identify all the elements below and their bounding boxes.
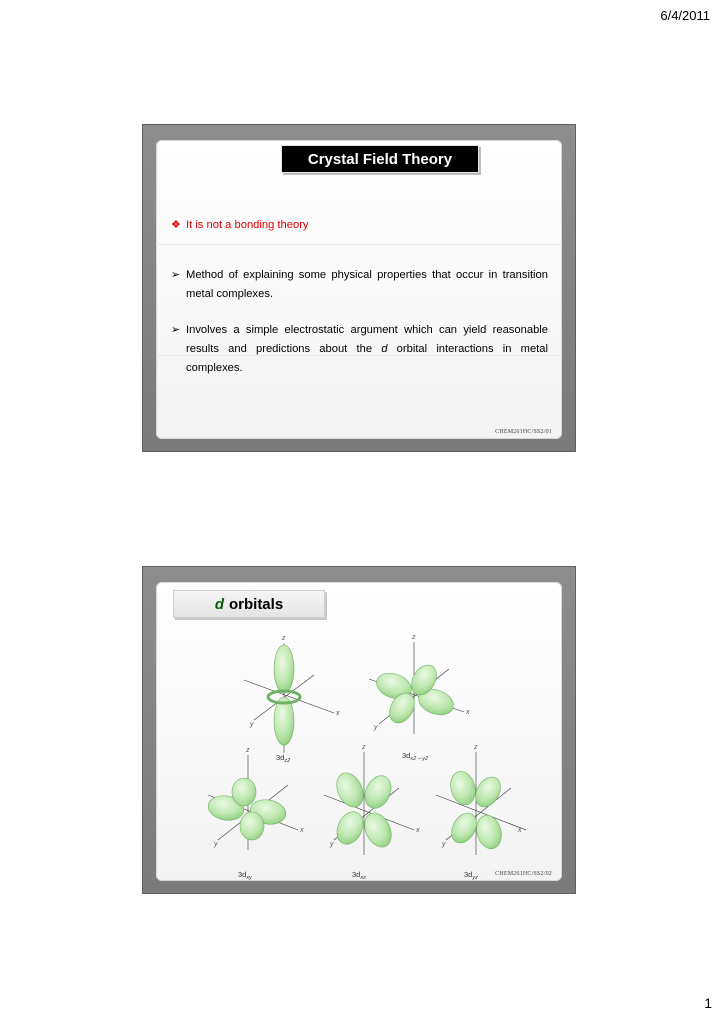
page-number: 1 (704, 995, 712, 1011)
slide-crystal-field-theory (142, 124, 576, 452)
axis-label-x: x (300, 827, 304, 834)
slide-footer-code: CHEM261HC/SS2/01 (495, 429, 552, 435)
slide-d-orbitals (142, 566, 576, 894)
d-orbitals-figure (206, 632, 526, 882)
arrow-bullet-icon: ➢ (171, 324, 181, 336)
arrow-bullet-icon: ➢ (171, 269, 181, 281)
orbital-label-dxz: $3d_{xz}$ (352, 870, 366, 881)
orbital-label-dz2: $3d_{z2}$ (276, 753, 291, 764)
slide-footer-code: CHEM261HC/SS2/02 (495, 871, 552, 877)
axis-label-y: y (214, 841, 218, 848)
axis-label-y: y (250, 721, 254, 728)
axis-label-x: x (336, 710, 340, 717)
slide-panel (156, 582, 562, 881)
bullet-text: Method of explaining some physical properties that occur in transition metal complexes. (186, 269, 548, 300)
diamond-bullet-icon: ❖ (171, 219, 182, 231)
red-bullet-text: It is not a bonding theory (186, 219, 309, 231)
red-bullet-item (171, 216, 548, 235)
axis-label-x: x (466, 709, 470, 716)
orbital-dyz (436, 744, 526, 855)
orbital-dx2-y2 (369, 634, 470, 734)
divider (156, 355, 562, 356)
axis-label-z: z (412, 634, 416, 641)
axis-label-y: y (442, 841, 446, 848)
axis-label-y: y (374, 724, 378, 731)
bullet-text: Involves a simple electrostatic argument which can yield reasonable results and predictions about the d orbital interactions in metal complexes. (186, 324, 548, 374)
axis-label-z: z (246, 747, 250, 754)
slide-panel (156, 140, 562, 439)
orbital-label-dyz: $3d_{yz}$ (464, 870, 478, 881)
axis-label-y: y (330, 841, 334, 848)
axis-label-z: z (362, 744, 366, 751)
axis-label-x: x (518, 827, 522, 834)
slide-title: d orbitals (173, 590, 325, 618)
axis-label-z: z (474, 744, 478, 751)
page-date: 6/4/2011 (660, 8, 710, 23)
slide-title: Crystal Field Theory (281, 145, 479, 173)
axis-label-x: x (416, 827, 420, 834)
orbital-label-dxy: $3d_{xy}$ (238, 870, 252, 881)
orbital-label-dx2-y2: $3d_{x2 - y2}$ (402, 751, 429, 762)
bullet-item (171, 321, 548, 378)
divider (156, 244, 562, 245)
italic-d: d (381, 343, 388, 355)
bullet-item (171, 266, 548, 304)
orbital-dz2 (244, 635, 340, 753)
orbital-dxz (324, 744, 420, 855)
axis-label-z: z (282, 635, 286, 642)
